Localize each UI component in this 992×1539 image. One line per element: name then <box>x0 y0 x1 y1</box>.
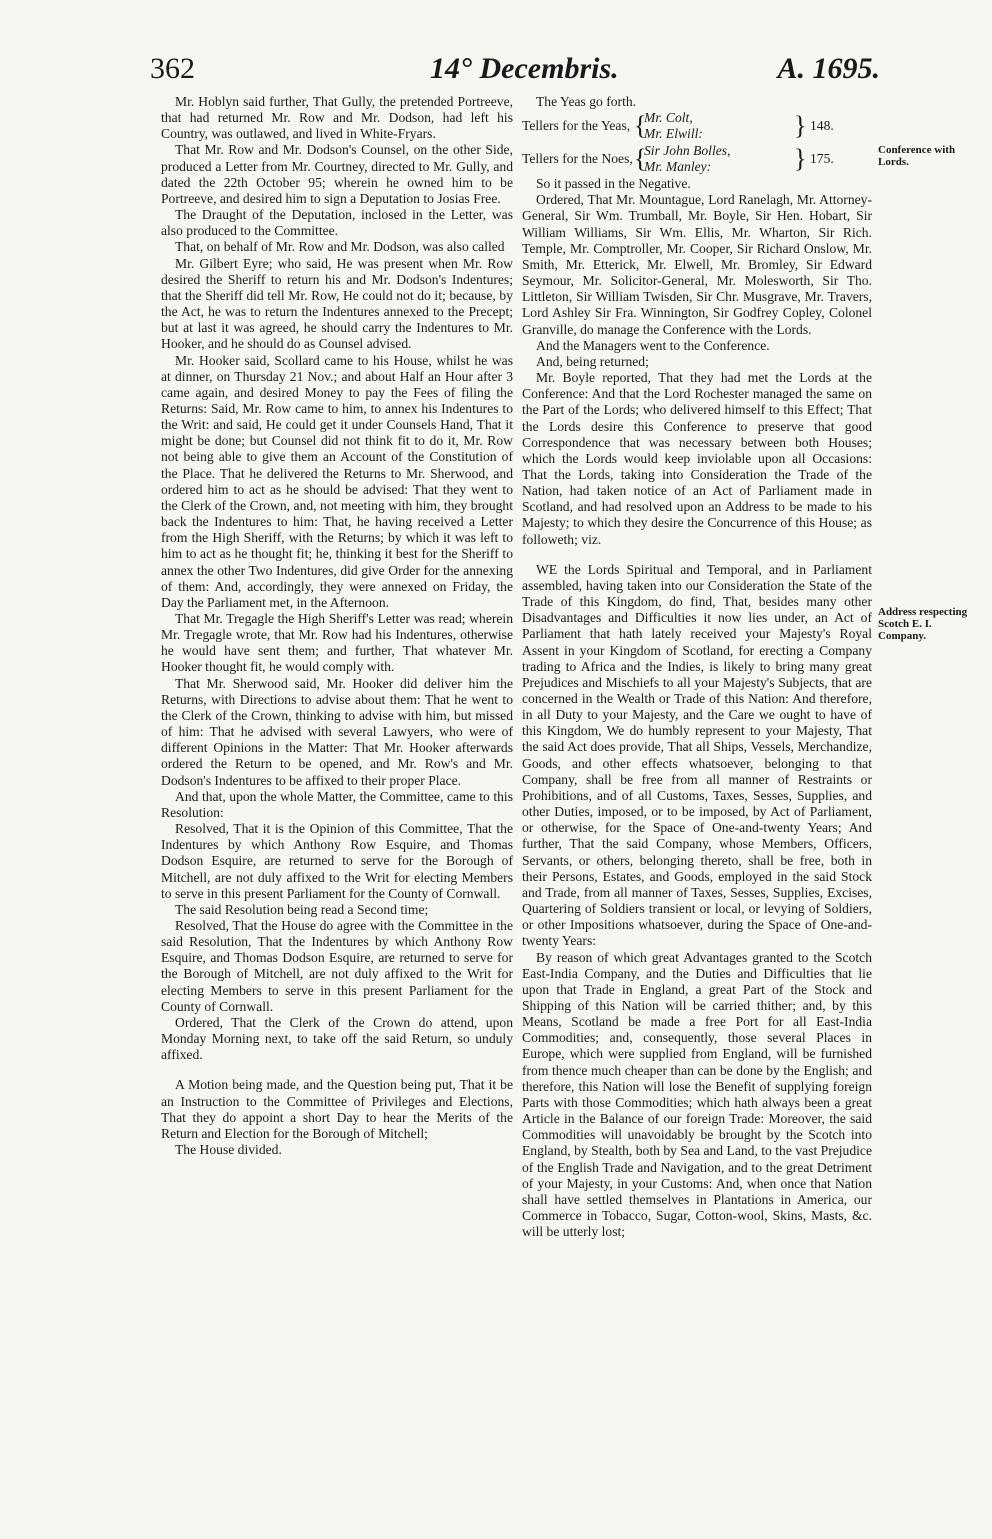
paragraph: Mr. Boyle reported, That they had met the Lords at the Conference: And that the Lord Rochester managed the same on the Part of the Lords; who delivered himself to this Effect; That the Lords desire this Conference to preserve that good Correspondence that was necessary between both Houses; which the Lords would keep inviolable upon all Occasions: That the Lords, taking into Consideration the Trade of the Nation, had taken notice of an Act of Parliament made in Scotland, and had resolved upon an Address to be made to his Majesty; to which they desire the Concurrence of this House; as followeth; viz. <box>522 370 872 547</box>
paragraph: The House divided. <box>175 1142 282 1157</box>
paragraph: Mr. Hoblyn said further, That Gully, the pretended Portreeve, that had returned Mr. Row and Mr. Dodson, had left his Country, was outlawed, and lived in White-Fryars. <box>161 94 513 142</box>
right-column <box>522 94 872 1240</box>
left-column <box>161 94 513 1158</box>
brace-right: } <box>794 144 807 174</box>
brace-right: } <box>794 111 807 141</box>
paragraph: Mr. Gilbert Eyre; who said, He was present when Mr. Row desired the Sheriff to return his and Mr. Dodson's Indentures; that the Sheriff did tell Mr. Row, He could not do it; because, by the Act, he was to return the Indentures annexed to the Precept; but at last it was agreed, he should carry the Indentures to Mr. Hooker, and he should do as Counsel advised. <box>161 255 513 352</box>
paragraph: That Mr. Row and Mr. Dodson's Counsel, on the other Side, produced a Letter from Mr. Courtney, directed to Mr. Gully, and dated the 22th October 95; wherein he owned him to be Portreeve, and desired him to sign a Deputation to Josias Free. <box>161 142 513 206</box>
page-header <box>150 52 880 88</box>
paragraph: So it passed in the Negative. <box>536 176 691 192</box>
paragraph: Ordered, That the Clerk of the Crown do attend, upon Monday Morning next, to take off the said Return, so unduly affixed. <box>161 1014 513 1063</box>
tellers-label: Tellers for the Yeas, <box>522 118 631 134</box>
paragraph: That Mr. Tregagle the High Sheriff's Letter was read; wherein Mr. Tregagle wrote, that Mr. Row had his Indentures, otherwise he would have sent them; and further, That whatever Mr. Hooker thought fit, he would comply with. <box>161 611 513 675</box>
paragraph: Resolved, That the House do agree with the Committee in the said Resolution, That the Indentures by which Anthony Row Esquire, and Thomas Dodson Esquire, are returned to serve for the Borough of Mitchell, are not duly affixed to the Writ for electing Members to serve in this present Parliament for the County of Cornwall. <box>161 917 513 1014</box>
tellers-noes <box>522 143 872 176</box>
paragraph: Ordered, That Mr. Mountague, Lord Ranelagh, Mr. Attorney-General, Sir Wm. Trumball, Mr. Boyle, Sir Hen. Hobart, Sir William Williams, Sir Wm. Ellis, Mr. Wharton, Sir Rich. Temple, Mr. Comptroller, Mr. Cooper, Sir Richard Onslow, Mr. Smith, Mr. Etterick, Mr. Elwell, Mr. Bromley, Sir Edward Seymour, Mr. Solicitor-General, Mr. Molesworth, Sir Tho. Littleton, Sir William Twisden, Sir Chr. Musgrave, Mr. Travers, Lord Ashley Sir Fra. Winnington, Sir Godfrey Copley, Colonel Granville, do manage the Conference with the Lords. <box>522 192 872 337</box>
paragraph: And, being returned; <box>536 353 649 369</box>
margin-note: Conference with Lords. <box>878 144 956 168</box>
brace-left: { <box>634 144 647 174</box>
page-date: 14° Decembris. <box>430 52 619 85</box>
paragraph: The Yeas go forth. <box>536 94 637 109</box>
paragraph: A Motion being made, and the Question being put, That it be an Instruction to the Committee of Privileges and Elections, That they do appoint a short Day to hear the Merits of the Return and Election for the Borough of Mitchell; <box>161 1077 513 1141</box>
paragraph: And that, upon the whole Matter, the Committee, came to this Resolution: <box>161 788 513 820</box>
paragraph: That Mr. Sherwood said, Mr. Hooker did deliver him the Returns, with Directions to advise about them: That he went to the Clerk of the Crown, thinking to advise with him, but missed of him: That he advised with several Lawyers, who were of different Opinions in the Matter: That Mr. Hooker afterwards ordered the Return to be opened, and Mr. Row's and Mr. Dodson's Indentures to be affixed to their proper Place. <box>161 675 513 788</box>
paragraph: Resolved, That it is the Opinion of this Committee, That the Indentures by which Anthony Row Esquire, and Thomas Dodson Esquire, are returned to serve for the Borough of Mitchell, are not duly affixed to the Writ for electing Members to serve in this present Parliament for the County of Cornwall. <box>161 821 513 901</box>
vote-count: 148. <box>810 118 834 134</box>
paragraph: By reason of which great Advantages granted to the Scotch East-India Company, and the Duties and Difficulties that lie upon that Trade in England, a great Part of the Stock and Shipping of this Nation will be carried thither; and, by this Means, Scotland be made a free Port for all East-India Commodities; and, consequently, those several Places in Europe, which were supplied from England, will be furnished from thence much cheaper than can be done by the English; and therefore, this Nation will lose the Benefit of supplying foreign Parts with those Commodities; which hath always been a great Article in the Balance of our foreign Trade: Moreover, the said Commodities will unavoidably be brought by the Scotch into England, by Stealth, both by Sea and Land, to the vast Prejudice of the English Trade and Navigation, and to the great Detriment of your Majesty, in your Customs: And, when once that Nation shall have settled themselves in Plantations in America, our Commerce in Tobacco, Sugar, Cotton-wool, Skins, Masts, &c. will be utterly lost; <box>522 949 872 1240</box>
teller-name: Mr. Manley: <box>644 159 712 175</box>
tellers-yeas <box>522 110 872 143</box>
tellers-label: Tellers for the Noes, <box>522 151 633 167</box>
paragraph: And the Managers went to the Conference. <box>536 337 770 353</box>
margin-note: Address respecting Scotch E. I. Company. <box>878 606 968 642</box>
vote-count: 175. <box>810 151 834 167</box>
paragraph: The said Resolution being read a Second time; <box>175 901 429 917</box>
page-year: A. 1695. <box>777 52 880 85</box>
paragraph: Mr. Hooker said, Scollard came to his House, whilst he was at dinner, on Thursday 21 Nov.; and about Half an Hour after 3 came again, and desired Money to pay the Fees of filing the Returns: Said, Mr. Row came to him, to annex his Indentures to the Writ: and said, He could get it under Counsels Hand, That it might be done; but Counsel did not think fit to do it, Mr. Row not being able to give them an Account of the Constitution of the Place. That he delivered the Returns to Mr. Sherwood, and ordered him to act as he should be advised: That they went to the Clerk of the Crown, and, not meeting with him, they brought back the Indentures to him: That, he having received a Letter from the High Sheriff, with the Returns; by which it was left to him to act as he thought fit; he, thinking it best for the Sheriff to annex the other Two Indentures, did give Order for the annexing of them: And, accordingly, they were annexed on Friday, the Day the Parliament met, in the Afternoon. <box>161 352 513 610</box>
paragraph: WE the Lords Spiritual and Temporal, and in Parliament assembled, having taken into our Consideration the State of the Trade of this Kingdom, do find, That, besides many other Disadvantages and Difficulties it now lies under, an Act of Parliament that hath lately received your Majesty's Royal Assent in your Kingdom of Scotland, for erecting a Company trading to Africa and the Indies, is likely to bring many great Prejudices and Mischiefs to all your Majesty's Subjects, that are concerned in the Wealth or Trade of this Nation: And therefore, in all Duty to your Majesty, and the Care we ought to have of this Kingdom, We do humbly represent to your Majesty, That the said Act does provide, That all Ships, Vessels, Merchandize, Goods, and other effects whatsoever, belonging to that Company, shall be free from all manner of Restraints or Prohibitions, and of all Customs, Taxes, Sesses, Supplies, and other Duties, imposed, or to be imposed, by Act of Parliament, or otherwise, for the Space of One-and-twenty Years; And further, That the said Company, whose Members, Officers, Servants, or others, belonging thereto, shall be free, both in their Persons, Estates, and Goods, employed in the said Stock and Trade, from all manner of Taxes, Sesses, Supplies, Excises, Quartering of Soldiers transient or local, or levying of Soldiers, or other Impositions whatsoever, during the Space of One-and-twenty Years: <box>522 561 872 949</box>
teller-name: Sir John Bolles, <box>644 143 731 159</box>
paragraph: That, on behalf of Mr. Row and Mr. Dodson, was also called <box>175 239 505 255</box>
page-number: 362 <box>150 52 195 85</box>
paragraph: The Draught of the Deputation, inclosed in the Letter, was also produced to the Committee. <box>161 207 513 239</box>
teller-name: Mr. Elwill: <box>644 126 703 142</box>
brace-left: { <box>634 111 647 141</box>
teller-name: Mr. Colt, <box>644 110 693 126</box>
